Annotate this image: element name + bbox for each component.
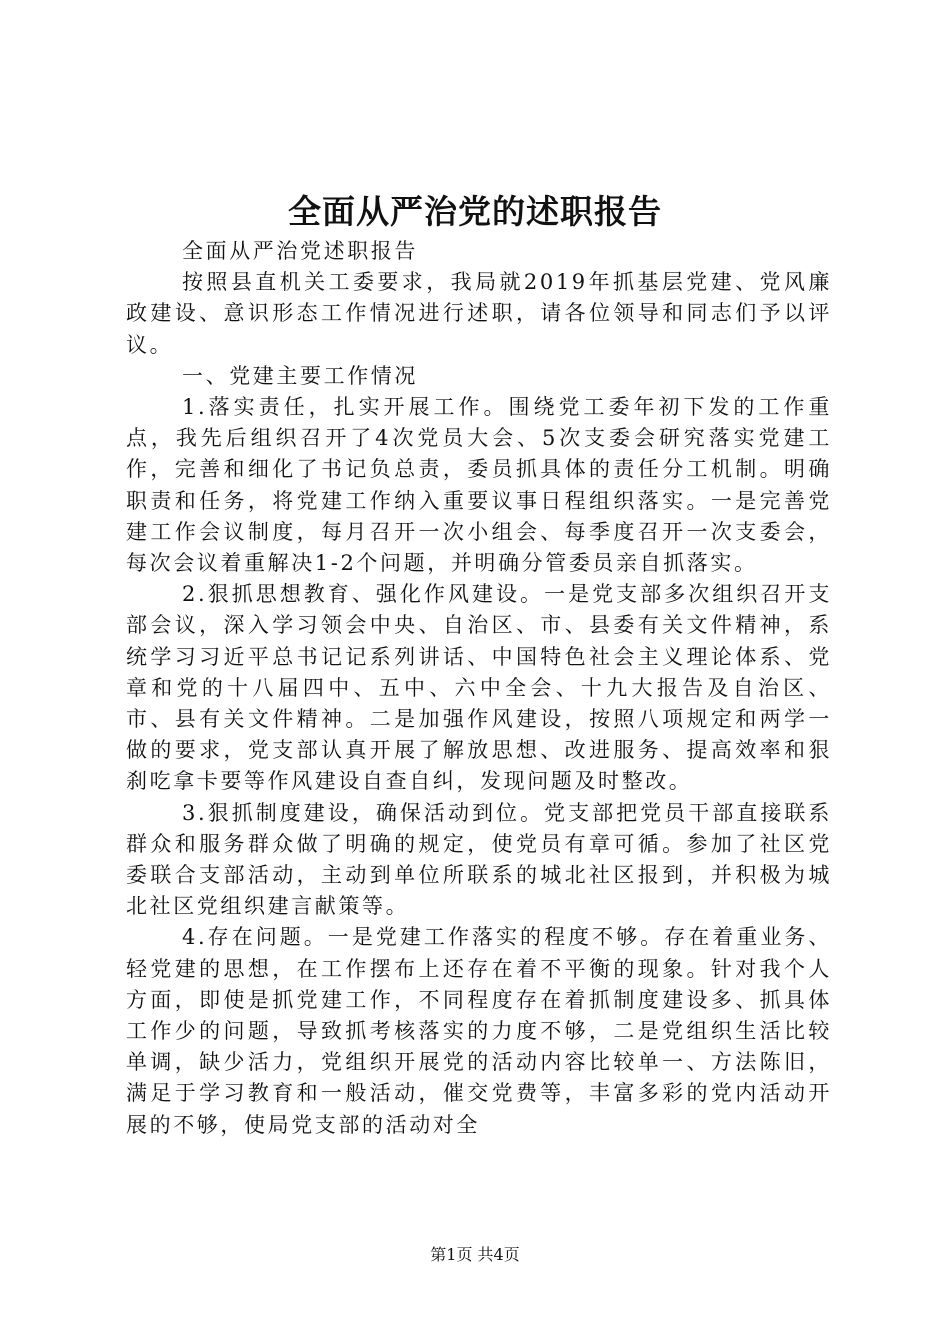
document-body <box>126 236 832 1141</box>
paragraph-item-4: 4.存在问题。一是党建工作落实的程度不够。存在着重业务、轻党建的思想，在工作摆布上还存在着不平衡的现象。针对我个人方面，即使是抓党建工作，不同程度存在着抓制度建设多、抓具体工作少的问题，导致抓考核落实的力度不够，二是党组织生活比较单调，缺少活力，党组织开展党的活动内容比较单一、方法陈旧，满足于学习教育和一般活动，催交党费等，丰富多彩的党内活动开展的不够，使局党支部的活动对全 <box>126 925 832 1137</box>
document-subtitle: 全面从严治党述职报告 <box>182 239 418 263</box>
paragraph-item-3: 3.狠抓制度建设，确保活动到位。党支部把党员干部直接联系群众和服务群众做了明确的规定，使党员有章可循。参加了社区党委联合支部活动，主动到单位所联系的城北社区报到，并积极为城北社区党组织建言献策等。 <box>126 800 832 919</box>
paragraph-item-2: 2.狠抓思想教育、强化作风建设。一是党支部多次组织召开支部会议，深入学习领会中央、自治区、市、县委有关文件精神，系统学习习近平总书记记系列讲话、中国特色社会主义理论体系、党章和党的十八届四中、五中、六中全会、十九大报告及自治区、市、县有关文件精神。二是加强作风建设，按照八项规定和两学一做的要求，党支部认真开展了解放思想、改进服务、提高效率和狠刹吃拿卡要等作风建设自查自纠，发现问题及时整改。 <box>126 582 832 794</box>
section-heading: 一、党建主要工作情况 <box>182 363 418 388</box>
document-title: 全面从严治党的述职报告 <box>288 192 662 231</box>
paragraph-item-1: 1.落实责任，扎实开展工作。围绕党工委年初下发的工作重点，我先后组织召开了4次党员大会、5次支委会研究落实党建工作，完善和细化了书记负总责，委员抓具体的责任分工机制。明确职责和任务，将党建工作纳入重要议事日程组织落实。一是完善党建工作会议制度，每月召开一次小组会、每季度召开一次支委会，每次会议着重解决1-2个问题，并明确分管委员亲自抓落实。 <box>126 395 832 576</box>
intro-paragraph: 按照县直机关工委要求，我局就2019年抓基层党建、党风廉政建设、意识形态工作情况进行述职，请各位领导和同志们予以评议。 <box>126 270 832 357</box>
page-number-footer: 第1页 共4页 <box>430 1245 520 1264</box>
